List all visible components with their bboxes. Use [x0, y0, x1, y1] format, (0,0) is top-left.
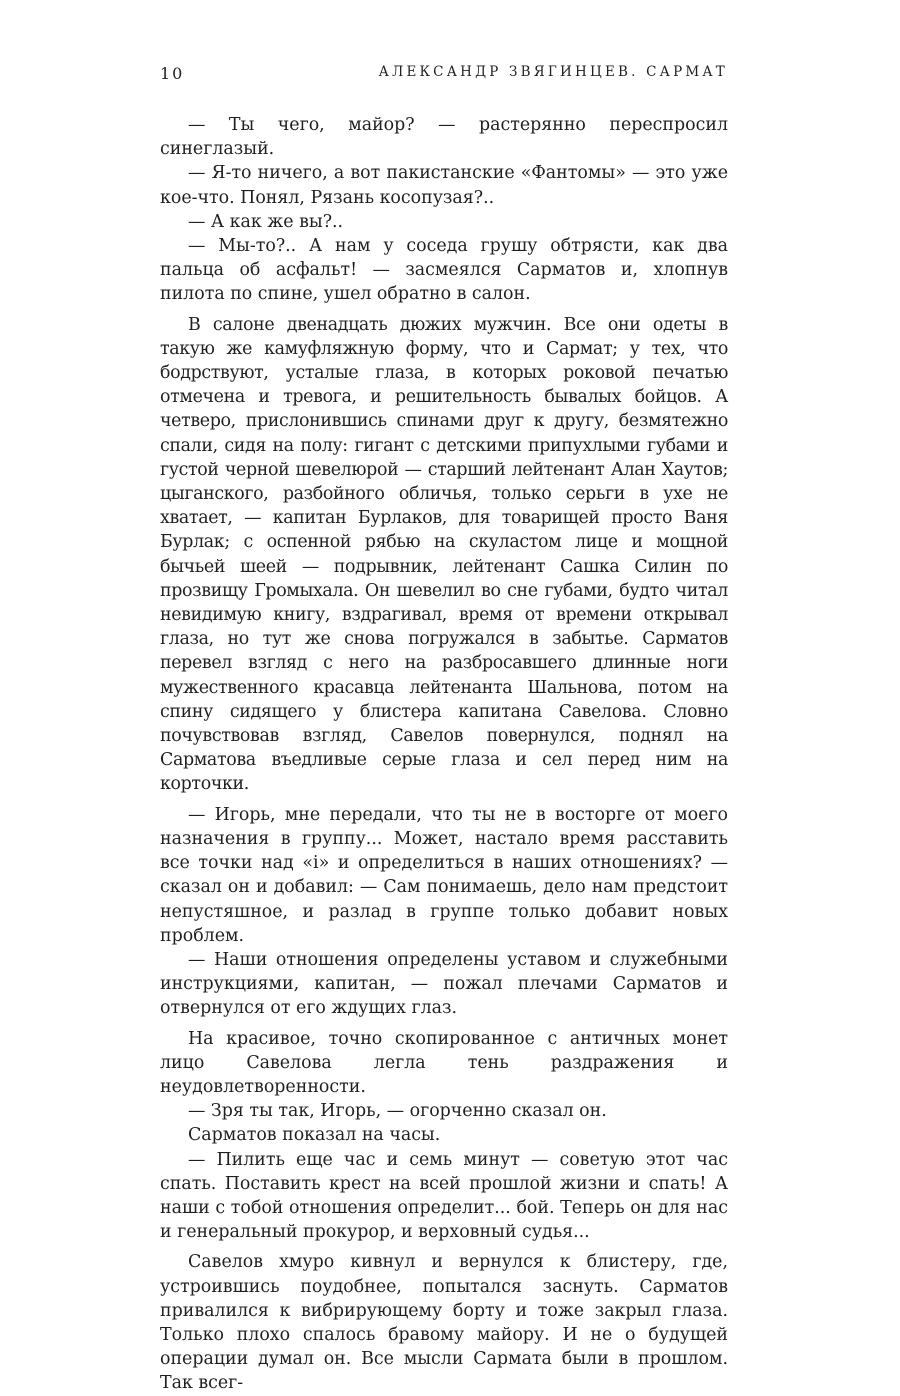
paragraph: Сарматов показал на часы. — [188, 1125, 441, 1146]
paragraph: — Мы-то?.. А нам у соседа грушу обтрясти, как два пальца об асфальт! — засмеялся Сарматов и, хлопнув пилота по спине, ушел обратно в салон. — [160, 236, 728, 305]
page-number: 10 — [160, 64, 185, 83]
body-text — [160, 113, 728, 1396]
paragraph: На красивое, точно скопированное с античных монет лицо Савелова легла тень раздражения и неудовлетворенности. — [160, 1028, 728, 1097]
paragraph: — Пилить еще час и семь минут — советую этот час спать. Поставить крест на всей прошлой жизни и спать! А наши с тобой отношения определит... бой. Теперь он для нас и генеральный прокурор, и верховный судья... — [160, 1149, 728, 1243]
running-title: АЛЕКСАНДР ЗВЯГИНЦЕВ. САРМАТ — [378, 64, 728, 80]
paragraph: — Я-то ничего, а вот пакистанские «Фантомы» — это уже кое-что. Понял, Рязань косопузая?.. — [160, 163, 728, 208]
paragraph: Савелов хмуро кивнул и вернулся к блистеру, где, устроившись поудобнее, попытался заснуть. Сарматов привалился к вибрирующему борту и тоже закрыл глаза. Только плохо спалось бравому майору. И не о будущей операции думал он. Все мысли Сармата были в прошлом. Так всег- — [160, 1252, 728, 1394]
paragraph: — Игорь, мне передали, что ты не в восторге от моего назначения в группу... Может, настало время расставить все точки над «i» и определиться в наших отношениях? — сказал он и добавил: — Сам понимаешь, дело нам предстоит непустяшное, и разлад в группе только добавит новых проблем. — [160, 804, 728, 946]
paragraph: — Ты чего, майор? — растерянно переспросил синеглазый. — [160, 115, 728, 160]
paragraph: В салоне двенадцать дюжих мужчин. Все они одеты в такую же камуфляжную форму, что и Сармат; у тех, что бодрствуют, усталые глаза, в которых роковой печатью отмечена и тревога, и решительность бывалых бойцов. А четверо, прислонившись спинами друг к другу, безмятежно спали, сидя на полу: гигант с детскими припухлыми губами и густой черной шевелюрой — старший лейтенант Алан Хаутов; цыганского, разбойного обличья, только серьги в ухе не хватает, — капитан Бурлаков, для товарищей просто Ваня Бурлак; с оспенной рябью на скуластом лице и мощной бычьей шеей — подрывник, лейтенант Сашка Силин по прозвищу Громыхала. Он шевелил во сне губами, будто читал невидимую книгу, вздрагивал, время от времени открывал глаза, но тут же снова погружался в забытье. Сарматов перевел взгляд с него на разбросавшего длинные ноги мужественного красавца лейтенанта Шальнова, потом на спину сидящего у блистера капитана Савелова. Словно почувствовав взгляд, Савелов повернулся, поднял на Сарматова въедливые серые глаза и сел перед ним на корточки. — [160, 314, 728, 795]
paragraph: — Зря ты так, Игорь, — огорченно сказал он. — [188, 1101, 607, 1122]
running-head — [160, 64, 728, 86]
paragraph: — Наши отношения определены уставом и служебными инструкциями, капитан, — пожал плечами Сарматов и отвернулся от его ждущих глаз. — [160, 949, 728, 1019]
paragraph: — А как же вы?.. — [188, 211, 344, 232]
